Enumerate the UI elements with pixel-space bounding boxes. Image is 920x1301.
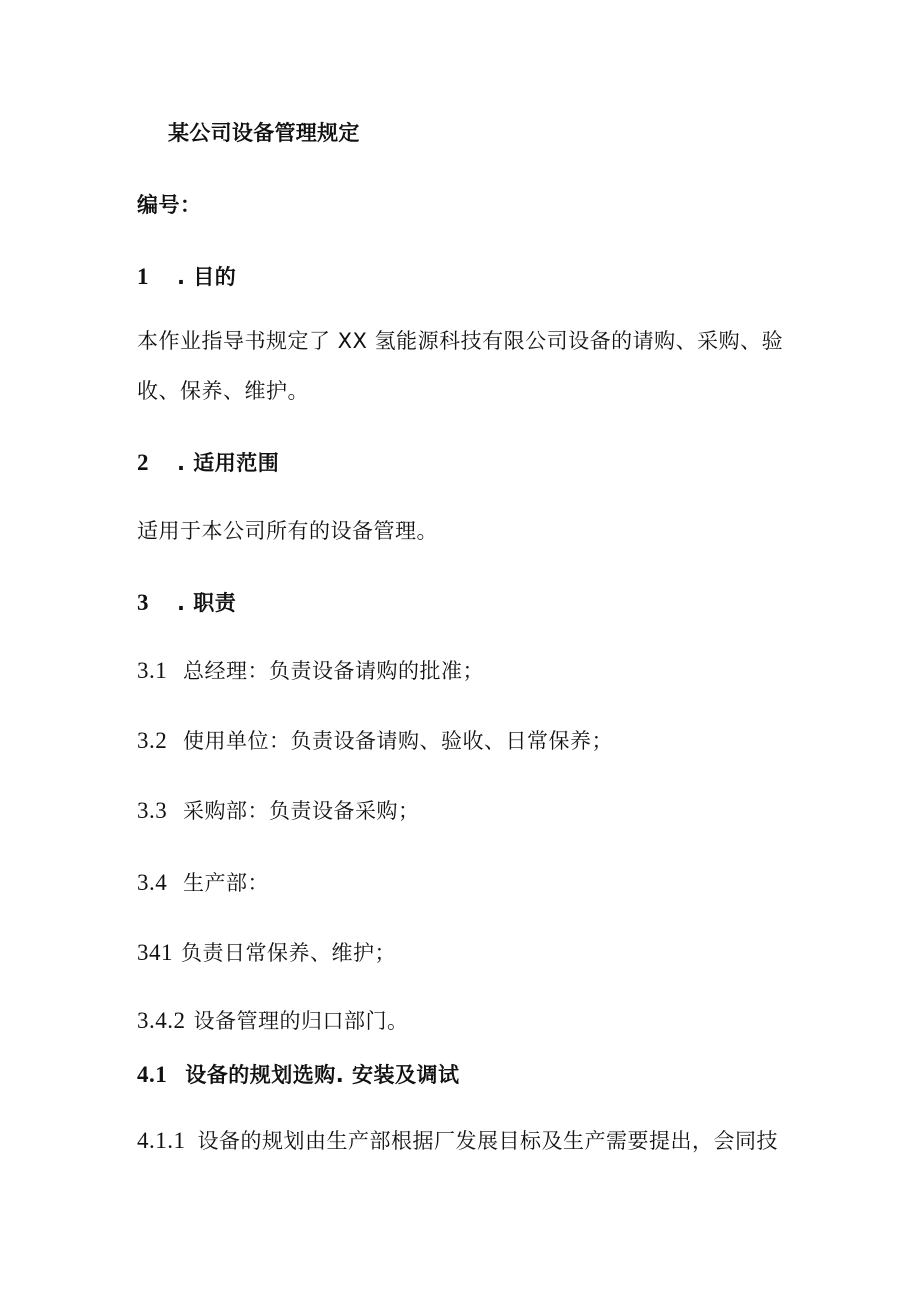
section-1-heading bbox=[137, 262, 236, 292]
section-4-1-number: 4.1 bbox=[137, 1062, 168, 1087]
list-item bbox=[137, 656, 484, 686]
list-item bbox=[137, 796, 420, 826]
document-title: 某公司设备管理规定 bbox=[168, 121, 360, 145]
section-3-number: 3 bbox=[137, 590, 149, 615]
section-4-1-title: 设备的规划选购. 安装及调试 bbox=[185, 1063, 460, 1087]
number-label: 编号： bbox=[137, 193, 202, 217]
list-item-text: 设备管理的归口部门。 bbox=[193, 1009, 409, 1033]
section-1-number: 1 bbox=[137, 264, 149, 289]
section-4-1-heading bbox=[137, 1060, 460, 1090]
list-item-number: 3.4.2 bbox=[137, 1008, 186, 1033]
list-item bbox=[137, 726, 613, 756]
section-3-heading bbox=[137, 588, 236, 618]
section-2-body: 适用于本公司所有的设备管理。 bbox=[137, 519, 438, 543]
list-item-text: 生产部： bbox=[183, 871, 269, 895]
section-1-body-line2: 收、保养、维护。 bbox=[137, 379, 309, 403]
section-4-1-1-number: 4.1.1 bbox=[137, 1128, 186, 1153]
section-2-number: 2 bbox=[137, 450, 149, 475]
list-item bbox=[137, 1006, 409, 1036]
list-item-text: 总经理：负责设备请购的批准； bbox=[183, 659, 484, 683]
list-item-text: 使用单位：负责设备请购、验收、日常保养； bbox=[183, 729, 613, 753]
list-item-number: 3.3 bbox=[137, 798, 168, 823]
list-item-text: 负责日常保养、维护； bbox=[181, 941, 396, 965]
list-item-text: 采购部：负责设备采购； bbox=[183, 799, 420, 823]
section-2-heading bbox=[137, 448, 279, 478]
list-item-number: 3.2 bbox=[137, 728, 168, 753]
list-item-number: 341 bbox=[137, 940, 173, 965]
list-item-number: 3.4 bbox=[137, 870, 168, 895]
section-1-title: . 目的 bbox=[177, 265, 237, 289]
section-1-body-line1: 本作业指导书规定了 XX 氢能源科技有限公司设备的请购、采购、验 bbox=[137, 329, 784, 353]
list-item bbox=[137, 938, 396, 968]
list-item bbox=[137, 868, 269, 898]
list-item-number: 3.1 bbox=[137, 658, 168, 683]
section-4-1-1-text: 设备的规划由生产部根据厂发展目标及生产需要提出，会同技 bbox=[197, 1129, 778, 1153]
section-3-title: . 职责 bbox=[177, 591, 237, 615]
section-4-1-1-paragraph bbox=[137, 1126, 778, 1156]
section-2-title: . 适用范围 bbox=[177, 451, 280, 475]
